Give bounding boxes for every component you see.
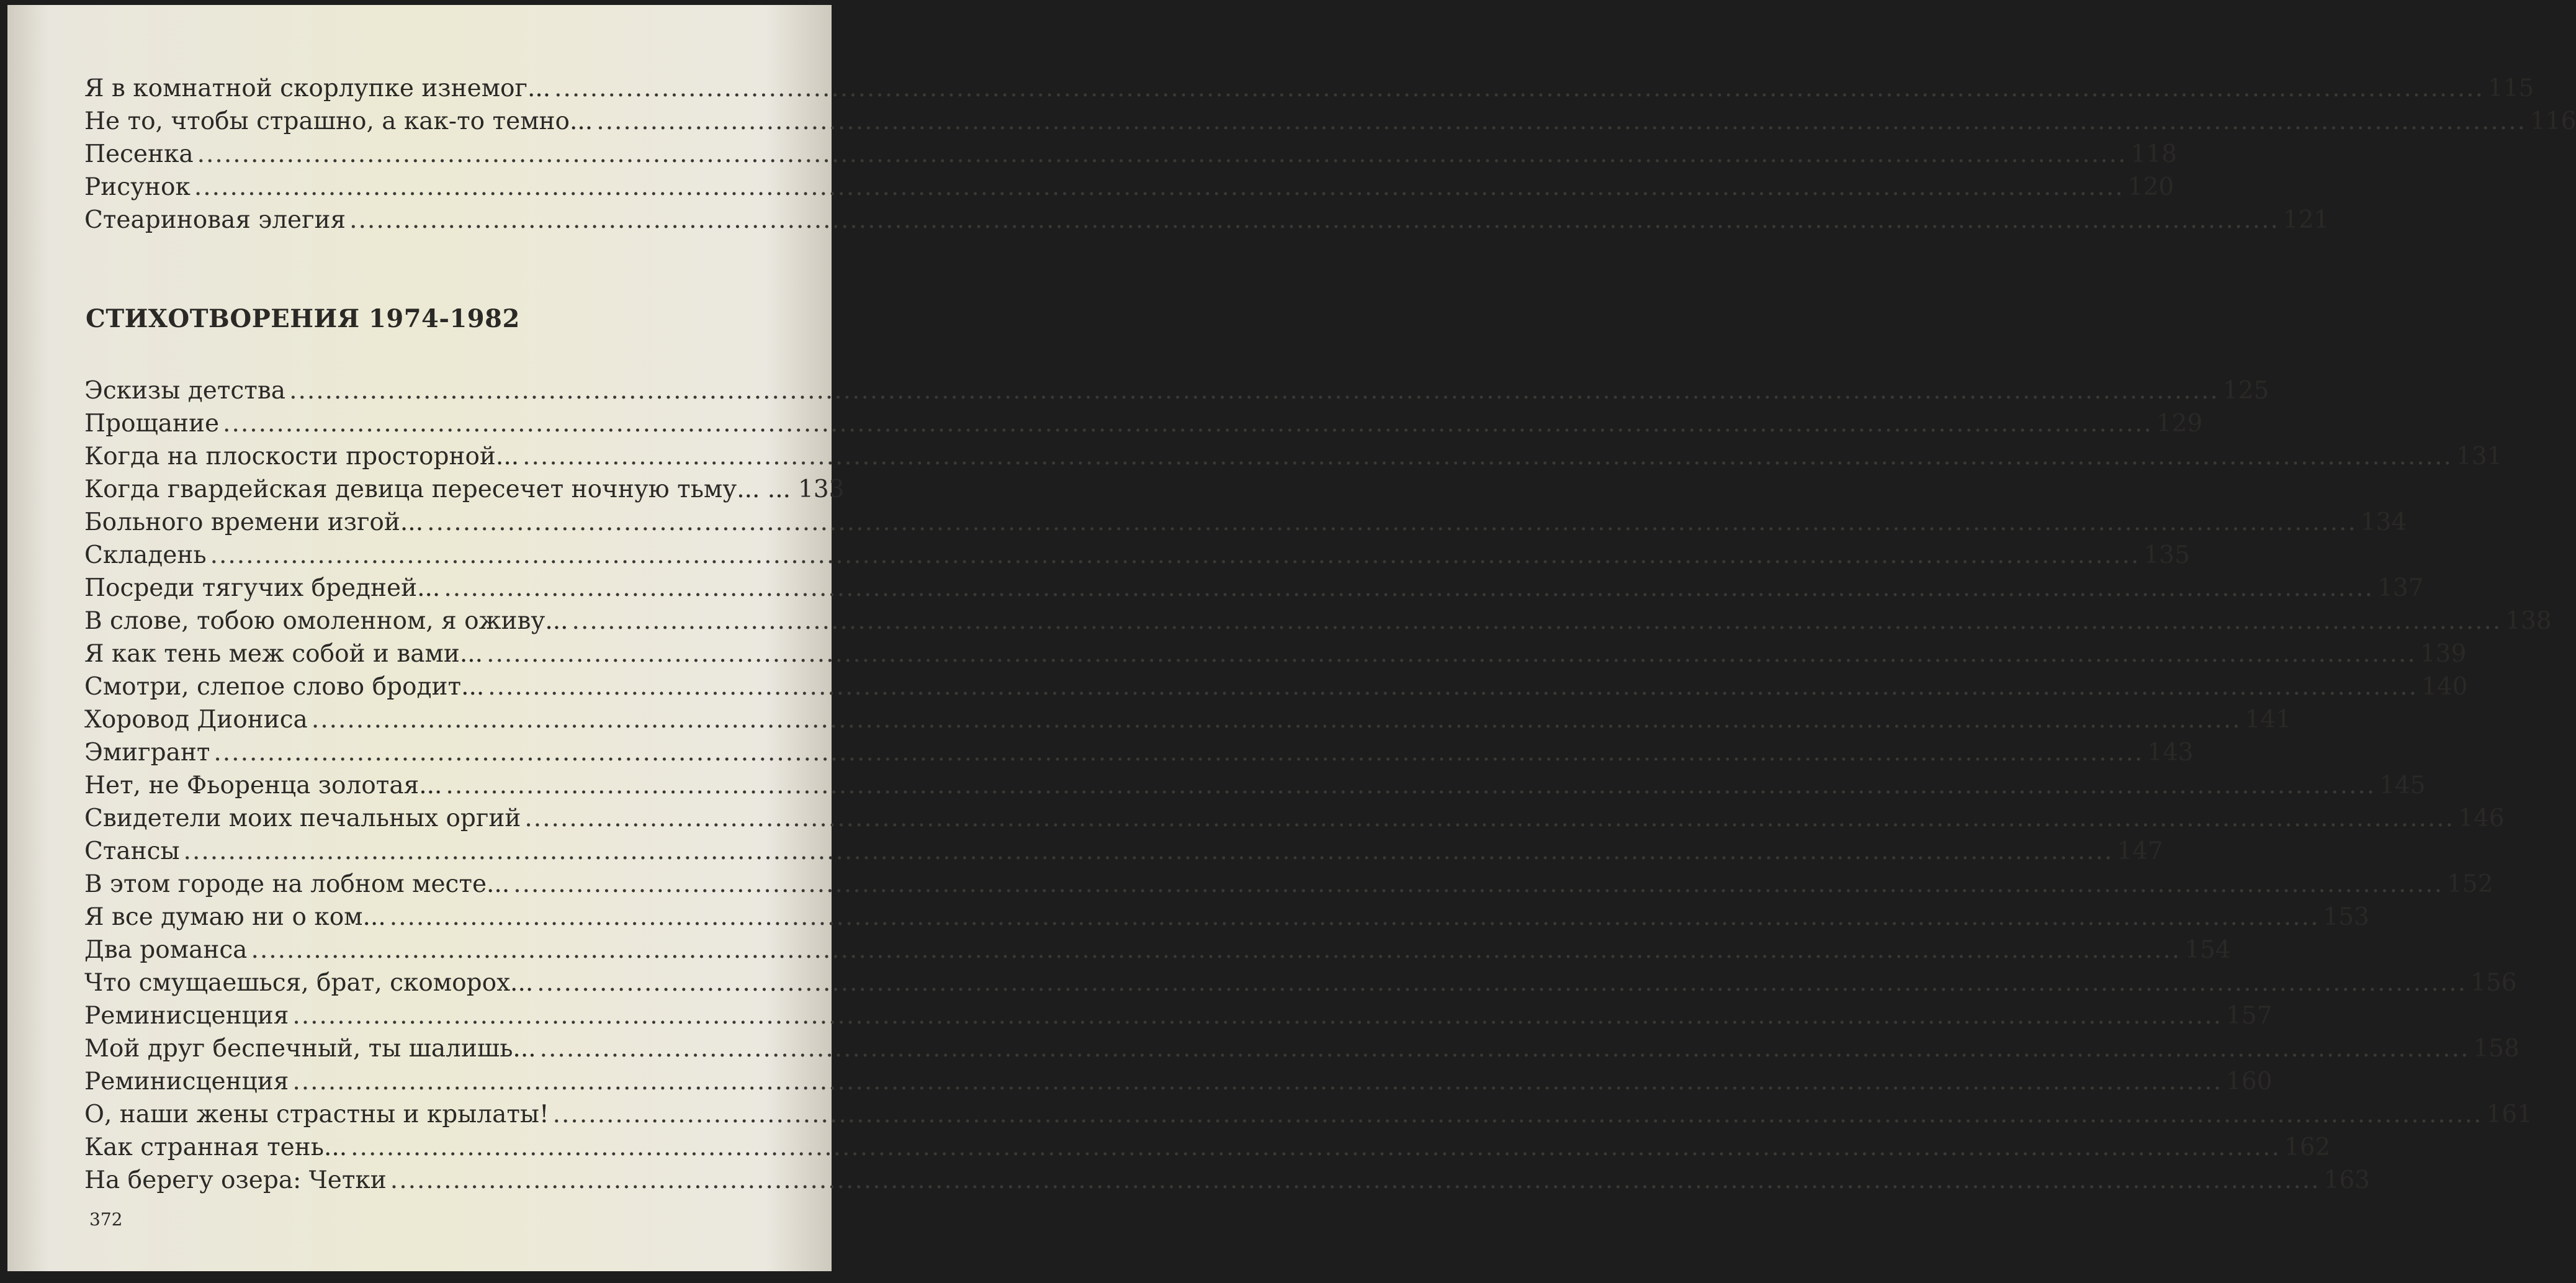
toc-entry-title: Посреди тягучих бредней... — [84, 574, 441, 602]
book-page — [7, 5, 2576, 1271]
toc-entry — [84, 138, 2177, 171]
toc-entry-title: Свидетели моих печальных оргий — [84, 804, 521, 832]
toc-entry — [84, 901, 2369, 934]
dot-leader — [488, 670, 2418, 703]
toc-entry — [84, 171, 2174, 204]
dot-leader — [194, 171, 2124, 204]
toc-list-top — [84, 72, 2576, 236]
toc-entry-title: Как странная тень... — [84, 1133, 348, 1161]
toc-entry — [84, 605, 2552, 637]
toc-entry — [84, 407, 2203, 440]
toc-entry — [84, 1065, 2273, 1098]
toc-entry-title: В слове, тобою омоленном, я оживу... — [84, 607, 568, 635]
toc-entry — [84, 703, 2292, 736]
dot-leader — [427, 506, 2357, 539]
toc-entry-page: 160 — [2226, 1068, 2273, 1096]
toc-entry — [84, 934, 2231, 966]
toc-list-main — [84, 374, 2552, 1197]
toc-entry — [84, 1032, 2520, 1065]
dot-leader — [390, 1164, 2320, 1197]
toc-entry — [84, 539, 2190, 572]
section-heading: СТИХОТВОРЕНИЯ 1974-1982 — [86, 304, 520, 333]
toc-entry — [84, 670, 2468, 703]
dot-leader — [349, 204, 2279, 236]
toc-entry-page: 129 — [2156, 410, 2203, 438]
toc-entry-title: Я в комнатной скорлупке изнемог... — [84, 74, 551, 102]
dot-leader — [553, 1098, 2483, 1131]
dot-leader — [523, 440, 2453, 473]
toc-entry-title: Больного времени изгой... — [84, 508, 424, 536]
dot-leader — [446, 769, 2376, 802]
toc-entry — [84, 835, 2163, 868]
dot-leader — [540, 1032, 2470, 1065]
page-number: 372 — [89, 1209, 123, 1230]
toc-entry-page: 133 — [798, 475, 845, 503]
toc-entry — [84, 802, 2505, 835]
dot-leader — [289, 374, 2219, 407]
dot-leader — [251, 934, 2181, 966]
dot-leader — [223, 407, 2153, 440]
toc-entry-page: 121 — [2282, 206, 2330, 234]
dot-leader — [184, 835, 2114, 868]
toc-entry-page: 140 — [2421, 673, 2468, 701]
toc-entry-page: 138 — [2505, 607, 2552, 635]
toc-entry — [84, 204, 2330, 236]
toc-entry — [84, 736, 2194, 769]
toc-entry — [84, 1131, 2331, 1164]
dot-leader — [513, 868, 2443, 901]
dot-leader — [213, 736, 2143, 769]
toc-entry-page: 135 — [2143, 541, 2190, 569]
dot-leader — [312, 703, 2242, 736]
toc-entry-title: Эмигрант — [84, 739, 210, 767]
toc-entry-page: 157 — [2226, 1002, 2273, 1030]
toc-entry — [84, 1098, 2533, 1131]
toc-entry — [84, 506, 2407, 539]
toc-entry-title: Нет, не Фьоренца золотая... — [84, 772, 442, 799]
toc-entry-title: Песенка — [84, 140, 194, 168]
dot-leader — [197, 138, 2127, 171]
toc-entry-title: О, наши жены страстны и крылаты! — [84, 1101, 549, 1128]
toc-entry-page: 163 — [2323, 1166, 2370, 1194]
toc-entry-page: 143 — [2147, 739, 2194, 767]
dot-leader — [524, 802, 2454, 835]
toc-entry-title: Я как тень меж собой и вами... — [84, 640, 483, 668]
toc-entry-page: 145 — [2379, 772, 2426, 799]
toc-entry-page: 137 — [2377, 574, 2424, 602]
toc-entry — [84, 868, 2493, 901]
toc-entry-page: 120 — [2127, 173, 2174, 201]
toc-entry-title: Когда гвардейская девица пересечет ночную тьму... ... — [84, 475, 791, 503]
toc-entry-page: 125 — [2222, 377, 2269, 405]
toc-entry-title: Реминисценция — [84, 1068, 289, 1096]
toc-entry-title: Смотри, слепое слово бродит... — [84, 673, 485, 701]
dot-leader — [444, 572, 2374, 605]
dot-leader — [572, 605, 2502, 637]
toc-entry-page: 147 — [2117, 837, 2163, 865]
toc-entry-title: Что смущаешься, брат, скоморох... — [84, 969, 534, 997]
toc-entry-page: 141 — [2245, 706, 2292, 734]
toc-entry — [84, 999, 2273, 1032]
toc-entry — [84, 966, 2517, 999]
toc-entry-title: Прощание — [84, 410, 220, 438]
toc-entry-page: 131 — [2456, 443, 2503, 470]
toc-entry — [84, 572, 2424, 605]
toc-entry-title: Стеариновая элегия — [84, 206, 346, 234]
toc-entry — [84, 473, 845, 506]
toc-entry-page: 162 — [2284, 1133, 2331, 1161]
dot-leader — [210, 539, 2140, 572]
dot-leader — [487, 637, 2417, 670]
toc-entry-page: 152 — [2446, 870, 2493, 898]
toc-entry-page: 118 — [2130, 140, 2177, 168]
toc-entry — [84, 374, 2269, 407]
toc-entry-title: На берегу озера: Четки — [84, 1166, 387, 1194]
toc-entry-page: 139 — [2420, 640, 2467, 668]
toc-entry-title: Не то, чтобы страшно, а как-то темно... — [84, 107, 593, 135]
toc-entry-title: Два романса — [84, 936, 248, 964]
dot-leader — [554, 72, 2484, 105]
toc-entry-title: Мой друг беспечный, ты шалишь... — [84, 1035, 536, 1063]
toc-entry-page: 154 — [2184, 936, 2231, 964]
toc-entry-title: Эскизы детства — [84, 377, 286, 405]
toc-entry-title: Рисунок — [84, 173, 191, 201]
toc-entry — [84, 637, 2467, 670]
toc-entry-page: 158 — [2473, 1035, 2520, 1063]
dot-leader — [537, 966, 2467, 999]
toc-entry-title: Когда на плоскости просторной... — [84, 443, 519, 470]
toc-entry-title: Я все думаю ни о ком... — [84, 903, 386, 931]
toc-entry-title: Складень — [84, 541, 207, 569]
toc-entry-page: 115 — [2487, 74, 2534, 102]
toc-entry-page: 134 — [2360, 508, 2407, 536]
toc-entry-title: Стансы — [84, 837, 180, 865]
dot-leader — [351, 1131, 2281, 1164]
dot-leader — [292, 1065, 2222, 1098]
toc-entry-title: В этом городе на лобном месте... — [84, 870, 510, 898]
toc-entry-title: Хоровод Диониса — [84, 706, 308, 734]
toc-entry — [84, 769, 2426, 802]
toc-entry — [84, 1164, 2370, 1197]
dot-leader — [390, 901, 2320, 934]
toc-entry-page: 146 — [2458, 804, 2505, 832]
toc-entry-page: 153 — [2323, 903, 2369, 931]
toc-entry-title: Реминисценция — [84, 1002, 289, 1030]
toc-entry-page: 161 — [2486, 1101, 2533, 1128]
dot-leader — [292, 999, 2222, 1032]
toc-entry-page: 156 — [2471, 969, 2517, 997]
toc-entry — [84, 440, 2503, 473]
dot-leader — [596, 105, 2526, 138]
toc-entry — [84, 72, 2534, 105]
toc-entry — [84, 105, 2576, 138]
toc-entry-page: 116 — [2529, 107, 2576, 135]
